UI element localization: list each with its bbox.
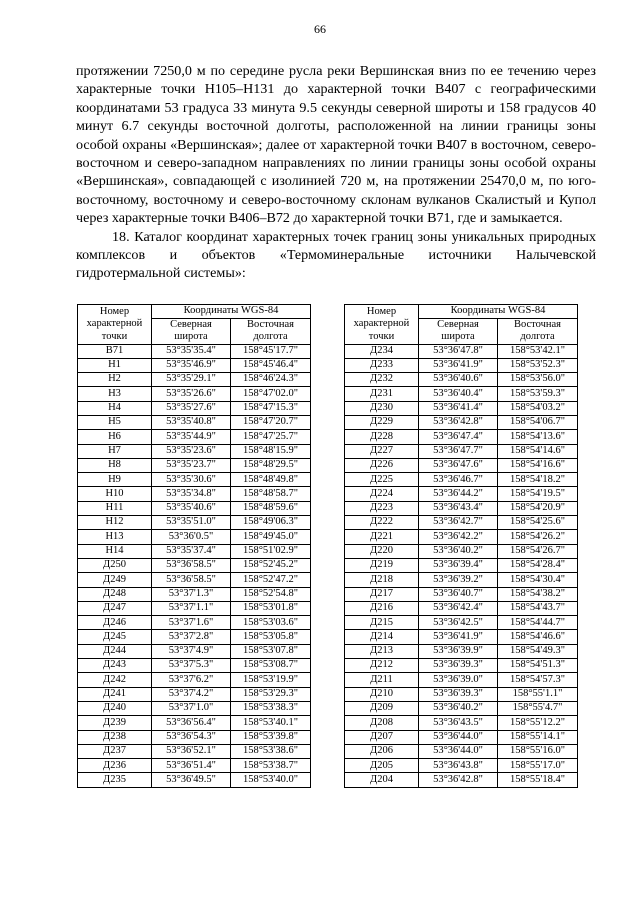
north-latitude-cell: 53°37'1.1" [152,601,231,615]
east-longitude-cell: 158°53'05.8" [231,630,311,644]
table-row [345,644,578,658]
east-longitude-cell: 158°55'16.0" [498,744,578,758]
point-number-cell: Д209 [345,701,419,715]
point-number-cell: Д236 [78,759,152,773]
point-number-cell: Н2 [78,373,152,387]
table-row [78,701,311,715]
point-number-cell: Д218 [345,573,419,587]
point-number-cell: Д235 [78,773,152,787]
east-longitude-cell: 158°54'25.6" [498,516,578,530]
point-number-cell: Д219 [345,558,419,572]
point-number-cell: Д233 [345,358,419,372]
point-number-cell: Н9 [78,473,152,487]
table-row [78,458,311,472]
table-row [78,415,311,429]
north-latitude-cell: 53°36'40.2" [419,544,498,558]
table-row [78,773,311,787]
table-row [78,487,311,501]
east-longitude-cell: 158°49'06.3" [231,516,311,530]
north-latitude-cell: 53°37'4.9" [152,644,231,658]
east-longitude-cell: 158°53'40.0" [231,773,311,787]
table-row [345,573,578,587]
north-latitude-cell: 53°36'39.3" [419,687,498,701]
table-row [345,430,578,444]
east-longitude-cell: 158°53'29.3" [231,687,311,701]
north-latitude-cell: 53°36'40.4" [419,387,498,401]
point-number-cell: Н13 [78,530,152,544]
east-longitude-cell: 158°52'45.2" [231,558,311,572]
north-latitude-cell: 53°35'30.6" [152,473,231,487]
point-number-cell: Д243 [78,659,152,673]
north-latitude-cell: 53°36'43.5" [419,716,498,730]
point-number-cell: Д211 [345,673,419,687]
paragraph-catalog-heading: 18. Каталог координат характерных точек границ зоны уникальных природных комплексов и объектов «Термоминеральные источники Налычевской гидротермальной системы»: [76,228,596,282]
east-longitude-cell: 158°55'18.4" [498,773,578,787]
table-row [345,558,578,572]
north-latitude-cell: 53°36'58.5" [152,573,231,587]
north-latitude-cell: 53°36'58.5" [152,558,231,572]
north-latitude-cell: 53°36'42.5" [419,616,498,630]
paragraph-continuation: протяжении 7250,0 м по середине русла реки Вершинская вниз по ее течению через характерные точки Н105–Н131 до характерной точки В407 с географическими координатами 53 градуса 33 минута 9.5 секунды северной широты и 158 градусов 40 минут 6.7 секунды восточной долготы, расположенной на линии границы зоны особой охраны «Вершинская»; далее от характерной точки В407 в восточном, северо-восточном и северо-западном направлениях по линии границы зоны особой охраны «Вершинская», совпадающей с изолинией 720 м, на протяжении 25470,0 м, по юго-восточному, восточному и северо-восточному склонам вулканов Скалистый и Купол через характерные точки В406–В72 до характерной точки В71, где и замыкается. [76,63,596,227]
north-latitude-cell: 53°36'39.3" [419,659,498,673]
north-latitude-cell: 53°35'26.6" [152,387,231,401]
east-longitude-cell: 158°54'16.6" [498,458,578,472]
table-row [345,415,578,429]
east-longitude-cell: 158°54'13.6" [498,430,578,444]
east-longitude-cell: 158°54'51.3" [498,659,578,673]
point-number-cell: Д229 [345,415,419,429]
point-number-cell: Н4 [78,401,152,415]
point-number-cell: Д247 [78,601,152,615]
north-latitude-cell: 53°35'34.8" [152,487,231,501]
table-row [345,759,578,773]
point-number-cell: Д230 [345,401,419,415]
east-longitude-cell: 158°53'01.8" [231,601,311,615]
north-latitude-cell: 53°35'23.6" [152,444,231,458]
north-latitude-cell: 53°36'42.4" [419,601,498,615]
point-number-cell: Н11 [78,501,152,515]
east-longitude-cell: 158°53'38.6" [231,744,311,758]
table-row [345,701,578,715]
north-latitude-cell: 53°37'6.2" [152,673,231,687]
north-latitude-cell: 53°36'43.8" [419,759,498,773]
east-longitude-cell: 158°53'03.6" [231,616,311,630]
table-row [78,573,311,587]
north-latitude-cell: 53°36'52.1" [152,744,231,758]
point-number-cell: Д213 [345,644,419,658]
point-number-cell: Д238 [78,730,152,744]
north-latitude-cell: 53°36'39.2" [419,573,498,587]
east-longitude-cell: 158°53'42.1" [498,344,578,358]
table-row [78,516,311,530]
table-row [78,558,311,572]
north-latitude-cell: 53°36'54.3" [152,730,231,744]
north-latitude-cell: 53°35'37.4" [152,544,231,558]
point-number-cell: Д224 [345,487,419,501]
east-longitude-cell: 158°47'15.3" [231,401,311,415]
point-number-cell: Д221 [345,530,419,544]
table-row [78,358,311,372]
table-row [78,716,311,730]
east-longitude-cell: 158°45'46.4" [231,358,311,372]
point-number-cell: Д227 [345,444,419,458]
east-longitude-cell: 158°55'12.2" [498,716,578,730]
north-latitude-cell: 53°36'40.6" [419,373,498,387]
north-latitude-cell: 53°36'42.8" [419,773,498,787]
table-row [78,373,311,387]
point-number-cell: Д234 [345,344,419,358]
point-number-cell: Д208 [345,716,419,730]
east-longitude-cell: 158°55'1.1" [498,687,578,701]
north-latitude-cell: 53°37'1.3" [152,587,231,601]
table-row [345,473,578,487]
table-body-left [78,344,311,787]
east-longitude-cell: 158°48'58.7" [231,487,311,501]
east-longitude-cell: 158°54'26.7" [498,544,578,558]
point-number-cell: Н12 [78,516,152,530]
table-row [345,487,578,501]
north-latitude-cell: 53°36'42.2" [419,530,498,544]
north-latitude-cell: 53°37'1.6" [152,616,231,630]
point-number-cell: Н7 [78,444,152,458]
north-latitude-cell: 53°36'40.2" [419,701,498,715]
table-row [78,401,311,415]
header-north-latitude: Северная широта [419,318,498,344]
north-latitude-cell: 53°35'40.8" [152,415,231,429]
north-latitude-cell: 53°37'2.8" [152,630,231,644]
east-longitude-cell: 158°48'59.6" [231,501,311,515]
header-east-longitude: Восточная долгота [231,318,311,344]
point-number-cell: Д222 [345,516,419,530]
east-longitude-cell: 158°52'47.2" [231,573,311,587]
point-number-cell: Д242 [78,673,152,687]
north-latitude-cell: 53°37'5.3" [152,659,231,673]
north-latitude-cell: 53°35'46.9" [152,358,231,372]
point-number-cell: Д228 [345,430,419,444]
east-longitude-cell: 158°54'14.6" [498,444,578,458]
table-row [345,344,578,358]
table-row [345,616,578,630]
east-longitude-cell: 158°53'38.3" [231,701,311,715]
table-row [345,773,578,787]
point-number-cell: Д225 [345,473,419,487]
east-longitude-cell: 158°52'54.8" [231,587,311,601]
east-longitude-cell: 158°45'17.7" [231,344,311,358]
point-number-cell: Н14 [78,544,152,558]
north-latitude-cell: 53°36'47.6" [419,458,498,472]
point-number-cell: Д249 [78,573,152,587]
east-longitude-cell: 158°48'15.9" [231,444,311,458]
point-number-cell: Д248 [78,587,152,601]
table-row [345,358,578,372]
east-longitude-cell: 158°55'14.1" [498,730,578,744]
east-longitude-cell: 158°53'56.0" [498,373,578,387]
east-longitude-cell: 158°54'18.2" [498,473,578,487]
table-row [345,630,578,644]
point-number-cell: Д244 [78,644,152,658]
east-longitude-cell: 158°49'45.0" [231,530,311,544]
east-longitude-cell: 158°54'19.5" [498,487,578,501]
table-row [345,401,578,415]
east-longitude-cell: 158°54'46.6" [498,630,578,644]
table-row [345,387,578,401]
table-row [78,587,311,601]
east-longitude-cell: 158°53'40.1" [231,716,311,730]
north-latitude-cell: 53°35'35.4" [152,344,231,358]
east-longitude-cell: 158°47'20.7" [231,415,311,429]
table-row [78,601,311,615]
point-number-cell: Д204 [345,773,419,787]
table-row [345,516,578,530]
point-number-cell: Д216 [345,601,419,615]
north-latitude-cell: 53°35'27.6" [152,401,231,415]
header-coordinates: Координаты WGS-84 [152,305,311,319]
east-longitude-cell: 158°55'17.0" [498,759,578,773]
north-latitude-cell: 53°36'43.4" [419,501,498,515]
point-number-cell: Д215 [345,616,419,630]
point-number-cell: Д205 [345,759,419,773]
east-longitude-cell: 158°54'44.7" [498,616,578,630]
point-number-cell: Н6 [78,430,152,444]
east-longitude-cell: 158°48'29.5" [231,458,311,472]
east-longitude-cell: 158°47'25.7" [231,430,311,444]
point-number-cell: Д223 [345,501,419,515]
point-number-cell: Д207 [345,730,419,744]
north-latitude-cell: 53°36'44.0" [419,730,498,744]
table-row [345,458,578,472]
table-row [345,673,578,687]
north-latitude-cell: 53°36'41.9" [419,358,498,372]
north-latitude-cell: 53°36'47.7" [419,444,498,458]
header-point-number: Номер характерной точки [78,305,152,345]
point-number-cell: Н10 [78,487,152,501]
point-number-cell: Д237 [78,744,152,758]
east-longitude-cell: 158°53'08.7" [231,659,311,673]
table-row [345,501,578,515]
north-latitude-cell: 53°36'47.8" [419,344,498,358]
table-row [78,501,311,515]
east-longitude-cell: 158°46'24.3" [231,373,311,387]
north-latitude-cell: 53°37'1.0" [152,701,231,715]
table-row [345,659,578,673]
east-longitude-cell: 158°54'03.2" [498,401,578,415]
north-latitude-cell: 53°36'41.4" [419,401,498,415]
north-latitude-cell: 53°36'41.9" [419,630,498,644]
east-longitude-cell: 158°51'02.9" [231,544,311,558]
point-number-cell: Д231 [345,387,419,401]
north-latitude-cell: 53°36'44.2" [419,487,498,501]
table-row [78,544,311,558]
coordinates-table-right [344,304,578,788]
point-number-cell: Н1 [78,358,152,372]
east-longitude-cell: 158°54'38.2" [498,587,578,601]
east-longitude-cell: 158°54'28.4" [498,558,578,572]
north-latitude-cell: 53°37'4.2" [152,687,231,701]
table-row [78,730,311,744]
east-longitude-cell: 158°53'39.8" [231,730,311,744]
table-row [345,373,578,387]
north-latitude-cell: 53°36'47.4" [419,430,498,444]
table-body-right [345,344,578,787]
table-row [78,687,311,701]
table-row [345,601,578,615]
east-longitude-cell: 158°53'19.9" [231,673,311,687]
table-row [78,616,311,630]
north-latitude-cell: 53°36'42.8" [419,415,498,429]
north-latitude-cell: 53°35'29.1" [152,373,231,387]
north-latitude-cell: 53°36'42.7" [419,516,498,530]
north-latitude-cell: 53°36'44.0" [419,744,498,758]
north-latitude-cell: 53°36'46.7" [419,473,498,487]
coordinates-table-left [77,304,311,788]
point-number-cell: Д240 [78,701,152,715]
point-number-cell: Д210 [345,687,419,701]
point-number-cell: Д245 [78,630,152,644]
point-number-cell: Д214 [345,630,419,644]
east-longitude-cell: 158°47'02.0" [231,387,311,401]
point-number-cell: Д217 [345,587,419,601]
east-longitude-cell: 158°53'38.7" [231,759,311,773]
east-longitude-cell: 158°54'26.2" [498,530,578,544]
north-latitude-cell: 53°35'44.9" [152,430,231,444]
east-longitude-cell: 158°54'20.9" [498,501,578,515]
table-row [78,530,311,544]
north-latitude-cell: 53°35'23.7" [152,458,231,472]
east-longitude-cell: 158°53'52.3" [498,358,578,372]
north-latitude-cell: 53°35'51.0" [152,516,231,530]
table-row [345,444,578,458]
point-number-cell: Д226 [345,458,419,472]
east-longitude-cell: 158°54'06.7" [498,415,578,429]
east-longitude-cell: 158°54'30.4" [498,573,578,587]
table-row [345,587,578,601]
table-row [78,744,311,758]
table-row [345,716,578,730]
table-row [345,530,578,544]
point-number-cell: Д220 [345,544,419,558]
table-row [78,659,311,673]
table-row [345,687,578,701]
east-longitude-cell: 158°55'4.7" [498,701,578,715]
table-row [78,430,311,444]
east-longitude-cell: 158°54'49.3" [498,644,578,658]
table-row [78,473,311,487]
east-longitude-cell: 158°54'43.7" [498,601,578,615]
table-row [345,744,578,758]
point-number-cell: Д241 [78,687,152,701]
point-number-cell: Д246 [78,616,152,630]
table-row [78,673,311,687]
north-latitude-cell: 53°36'0.5" [152,530,231,544]
point-number-cell: Д212 [345,659,419,673]
point-number-cell: В71 [78,344,152,358]
table-row [345,544,578,558]
header-coordinates: Координаты WGS-84 [419,305,578,319]
page-number: 66 [314,22,326,36]
north-latitude-cell: 53°36'39.9" [419,644,498,658]
header-east-longitude: Восточная долгота [498,318,578,344]
point-number-cell: Д232 [345,373,419,387]
north-latitude-cell: 53°36'39.4" [419,558,498,572]
east-longitude-cell: 158°53'59.3" [498,387,578,401]
table-row [78,630,311,644]
table-row [78,644,311,658]
point-number-cell: Н8 [78,458,152,472]
point-number-cell: Н5 [78,415,152,429]
east-longitude-cell: 158°53'07.8" [231,644,311,658]
north-latitude-cell: 53°36'39.0" [419,673,498,687]
header-point-number: Номер характерной точки [345,305,419,345]
north-latitude-cell: 53°36'40.7" [419,587,498,601]
point-number-cell: Д206 [345,744,419,758]
east-longitude-cell: 158°54'57.3" [498,673,578,687]
north-latitude-cell: 53°36'56.4" [152,716,231,730]
east-longitude-cell: 158°48'49.8" [231,473,311,487]
north-latitude-cell: 53°36'49.5" [152,773,231,787]
table-row [78,759,311,773]
table-row [78,344,311,358]
table-row [78,444,311,458]
point-number-cell: Д239 [78,716,152,730]
point-number-cell: Н3 [78,387,152,401]
table-row [345,730,578,744]
point-number-cell: Д250 [78,558,152,572]
header-north-latitude: Северная широта [152,318,231,344]
body-text [76,62,596,283]
north-latitude-cell: 53°35'40.6" [152,501,231,515]
table-row [78,387,311,401]
north-latitude-cell: 53°36'51.4" [152,759,231,773]
